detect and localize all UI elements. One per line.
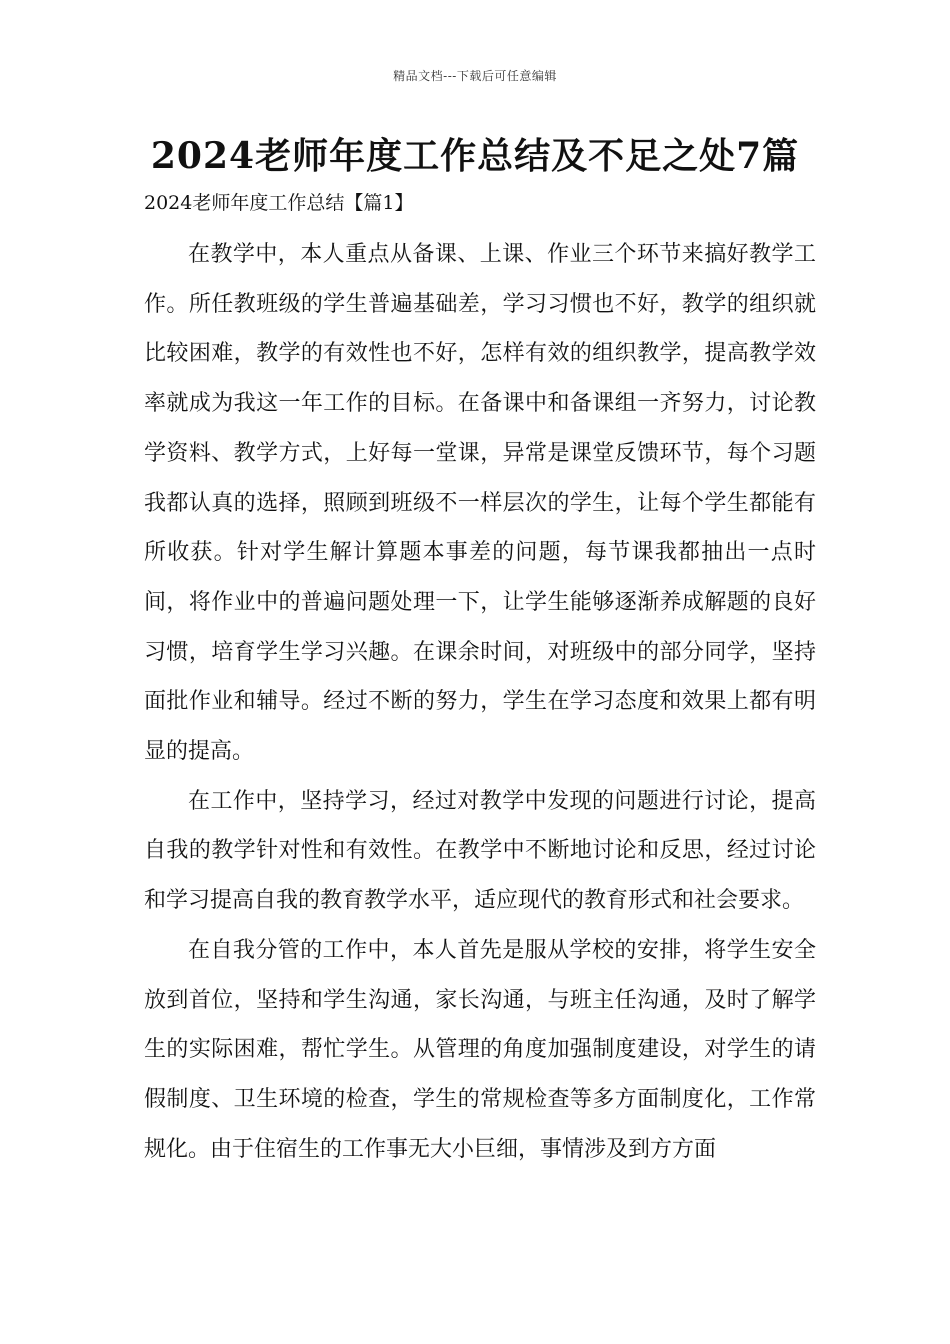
paragraph: 在工作中，坚持学习，经过对教学中发现的问题进行讨论，提高自我的教学针对性和有效性。在教学中不断地讨论和反思，经过讨论和学习提高自我的教育教学水平，适应现代的教育形式和社会要求。 bbox=[144, 788, 816, 914]
section-heading: 2024老师年度工作总结【篇1】 bbox=[144, 192, 414, 214]
paragraph: 在自我分管的工作中，本人首先是服从学校的安排，将学生安全放到首位，坚持和学生沟通，家长沟通，与班主任沟通，及时了解学生的实际困难，帮忙学生。从管理的角度加强制度建设，对学生的请假制度、卫生环境的检查，学生的常规检查等多方面制度化，工作常规化。由于住宿生的工作事无大小巨细，事情涉及到方方面 bbox=[144, 937, 816, 1162]
document-title: 2024老师年度工作总结及不足之处7篇 bbox=[150, 135, 800, 177]
paragraph: 在教学中，本人重点从备课、上课、作业三个环节来搞好教学工作。所任教班级的学生普遍基础差，学习习惯也不好，教学的组织就比较困难，教学的有效性也不好，怎样有效的组织教学，提高教学效率就成为我这一年工作的目标。在备课中和备课组一齐努力，讨论教学资料、教学方式，上好每一堂课，异常是课堂反馈环节，每个习题我都认真的选择，照顾到班级不一样层次的学生，让每个学生都能有所收获。针对学生解计算题本事差的问题，每节课我都抽出一点时间，将作业中的普遍问题处理一下，让学生能够逐渐养成解题的良好习惯，培育学生学习兴趣。在课余时间，对班级中的部分同学，坚持面批作业和辅导。经过不断的努力，学生在学习态度和效果上都有明显的提高。 bbox=[144, 242, 816, 765]
page-header: 精品文档---下载后可任意编辑 bbox=[393, 69, 557, 83]
document-body bbox=[144, 230, 816, 1174]
